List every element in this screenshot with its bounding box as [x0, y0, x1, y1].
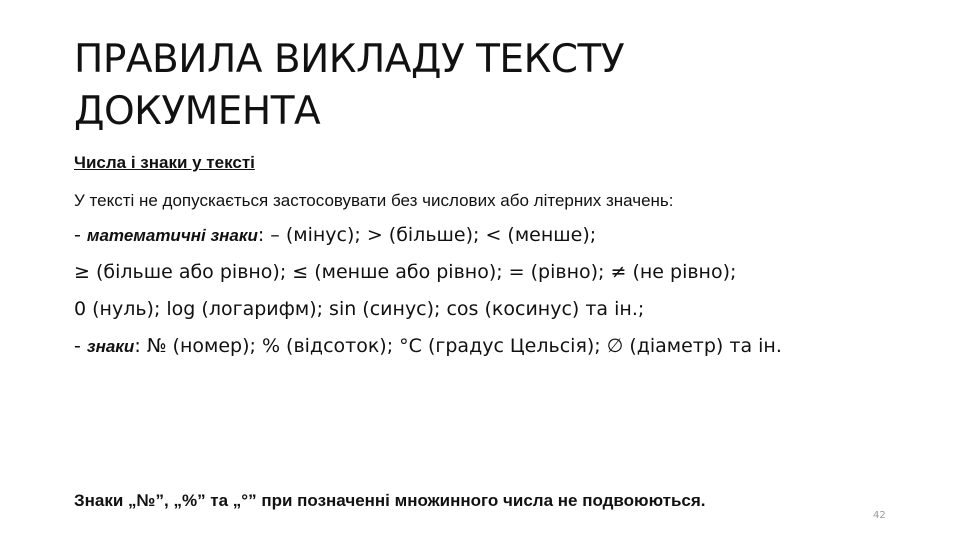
bullet-dash: - [74, 224, 87, 246]
intro-text: У тексті не допускається застосовувати без числових або літерних значень: [74, 191, 674, 210]
title-line-2: ДОКУМЕНТА [74, 89, 321, 134]
other-signs-label: знаки [86, 337, 135, 356]
section-subheading: Числа і знаки у тексті [74, 153, 255, 172]
plural-signs-note: Знаки „№”, „%” та „°” при позначенні множинного числа не подвоюються. [74, 491, 706, 510]
slide-title [74, 34, 874, 138]
math-signs-text: : – (мінус); > (більше); < (менше); [257, 224, 597, 246]
slide-body [74, 152, 934, 371]
comparison-signs-line: ≥ (більше або рівно); ≤ (менше або рівно); = (рівно); ≠ (не рівно); [74, 261, 737, 283]
page-number: 42 [873, 510, 886, 521]
functions-line: 0 (нуль); log (логарифм); sin (синус); cos (косинус) та ін.; [74, 298, 645, 320]
other-signs-line [74, 334, 934, 359]
other-signs-text: : № (номер); % (відсоток); °С (градус Цельсія); ∅ (діаметр) та ін. [134, 335, 782, 357]
title-line-1: ПРАВИЛА ВИКЛАДУ ТЕКСТУ [74, 37, 625, 82]
bullet-dash: - [74, 335, 87, 357]
math-signs-line [74, 223, 934, 248]
math-signs-label: математичні знаки [86, 226, 258, 245]
